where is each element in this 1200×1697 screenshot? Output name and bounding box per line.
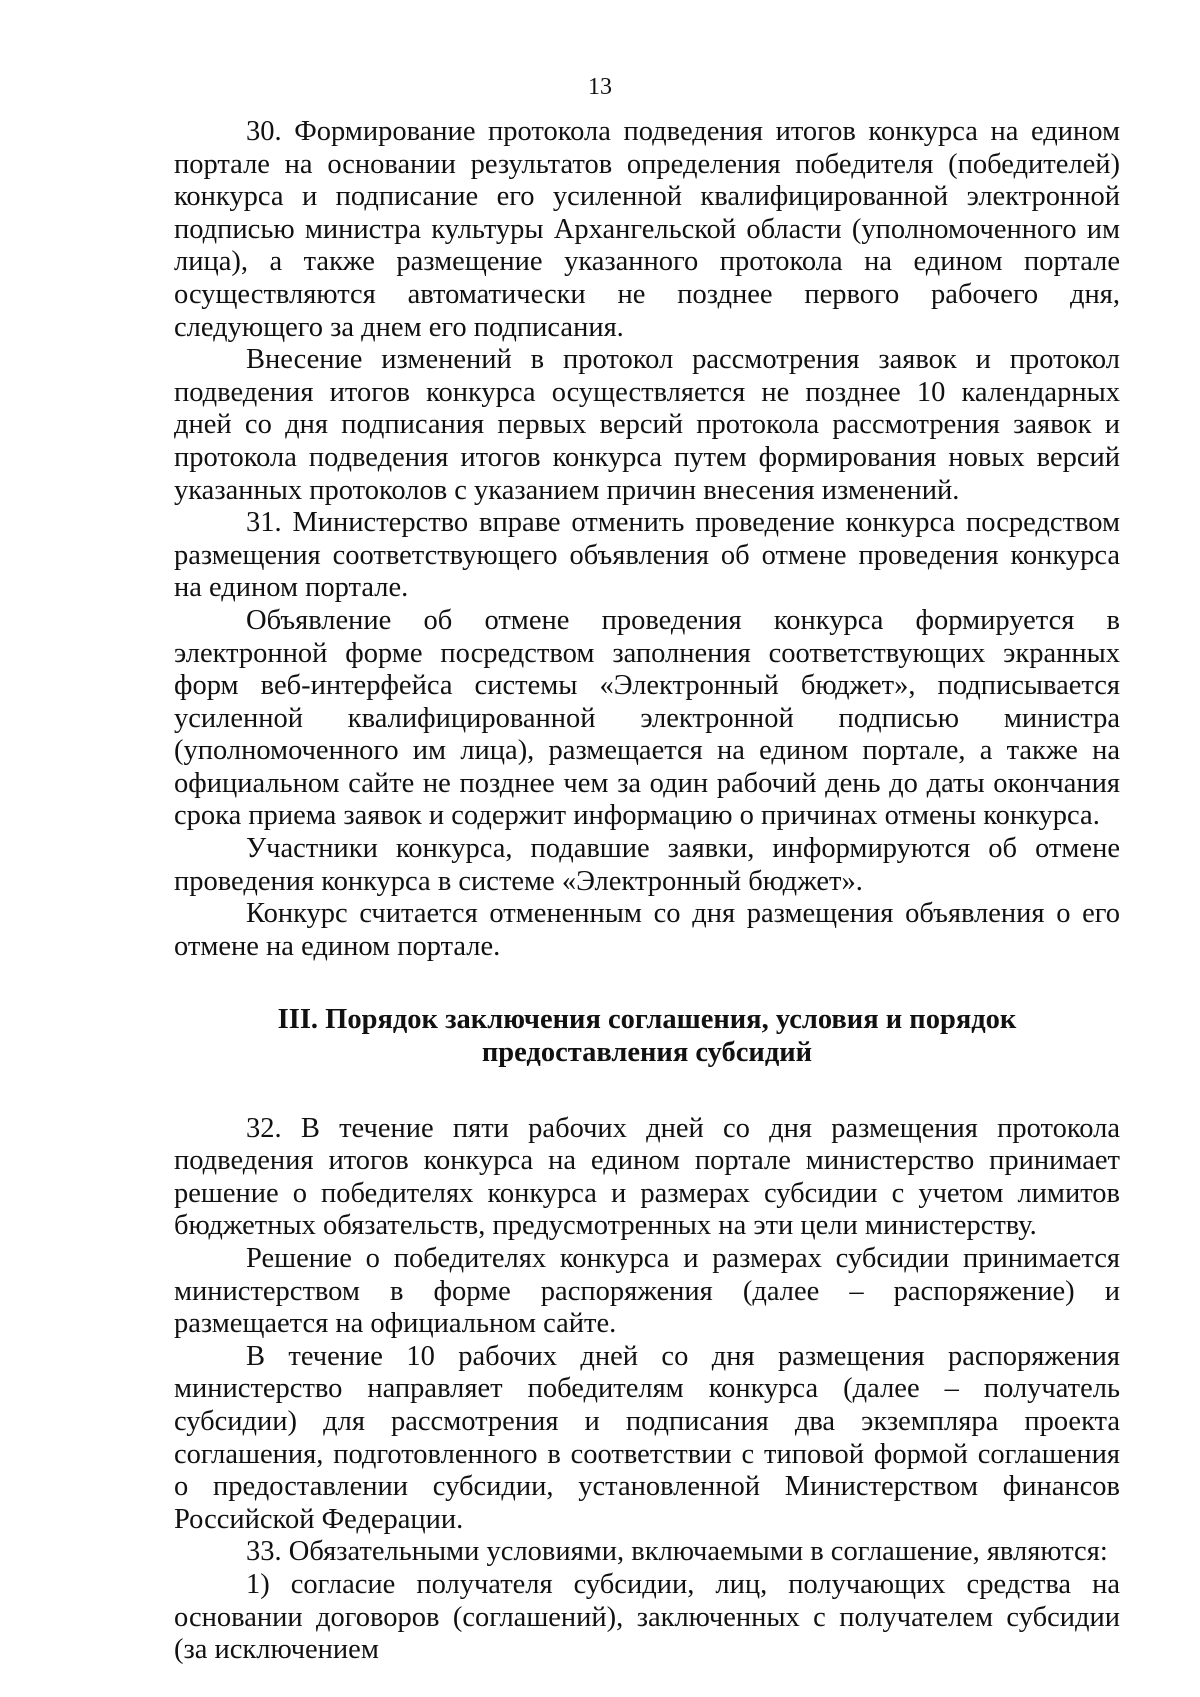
paragraph-participants-informed: Участники конкурса, подавшие заявки, информируются об отмене проведения конкурса в системе «Электронный бюджет». — [174, 833, 1120, 897]
paragraph-protocol-changes: Внесение изменений в протокол рассмотрения заявок и протокол подведения итогов конкурса осуществляется не позднее 10 календарных дней со дня подписания первых версий протокола рассмотрения заявок и протокола подведения итогов конкурса путем формирования новых версий указанных протоколов с указанием причин внесения изменений. — [174, 344, 1120, 506]
paragraph-agreement-draft: В течение 10 рабочих дней со дня размещения распоряжения министерство направляет победителям конкурса (далее – получатель субсидии) для рассмотрения и подписания два экземпляра проекта соглашения, подготовленного в соответствии с типовой формой соглашения о предоставлении субсидии, установленной Министерством финансов Российской Федерации. — [174, 1340, 1120, 1535]
paragraph-33: 33. Обязательными условиями, включаемыми в соглашение, являются: — [246, 1536, 1108, 1568]
section-heading-line-1: III. Порядок заключения соглашения, условия и порядок — [277, 1004, 1017, 1036]
section-heading — [174, 1004, 1120, 1069]
paragraph-decision: Решение о победителях конкурса и размерах субсидии принимается министерством в форме распоряжения (далее – распоряжение) и размещается на официальном сайте. — [174, 1243, 1120, 1340]
section-heading-line-2: предоставления субсидий — [481, 1037, 813, 1069]
paragraph-cancellation-notice: Объявление об отмене проведения конкурса формируется в электронной форме посредством заполнения соответствующих экранных форм веб-интерфейса системы «Электронный бюджет», подписывается усиленной квалифицированной электронной подписью министра (уполномоченного им лица), размещается на едином портале, а также на официальном сайте не позднее чем за один рабочий день до даты окончания срока приема заявок и содержит информацию о причинах отмены конкурса. — [174, 604, 1120, 832]
page-number: 13 — [588, 74, 612, 100]
list-item-1: 1) согласие получателя субсидии, лиц, получающих средства на основании договоров (соглашений), заключенных с получателем субсидии (за исключением — [174, 1568, 1120, 1666]
document-body — [174, 116, 1120, 1667]
paragraph-30: 30. Формирование протокола подведения итогов конкурса на едином портале на основании результатов определения победителя (победителей) конкурса и подписание его усиленной квалифицированной электронной подписью министра культуры Архангельской области (уполномоченного им лица), а также размещение указанного протокола на едином портале осуществляются автоматически не позднее первого рабочего дня, следующего за днем его подписания. — [174, 116, 1120, 343]
paragraph-32: 32. В течение пяти рабочих дней со дня размещения протокола подведения итогов конкурса на едином портале министерство принимает решение о победителях конкурса и размерах субсидии с учетом лимитов бюджетных обязательств, предусмотренных на эти цели министерству. — [174, 1112, 1120, 1242]
paragraph-31: 31. Министерство вправе отменить проведение конкурса посредством размещения соответствующего объявления об отмене проведения конкурса на едином портале. — [174, 507, 1120, 604]
paragraph-contest-cancelled: Конкурс считается отмененным со дня размещения объявления о его отмене на едином портале. — [174, 898, 1120, 962]
